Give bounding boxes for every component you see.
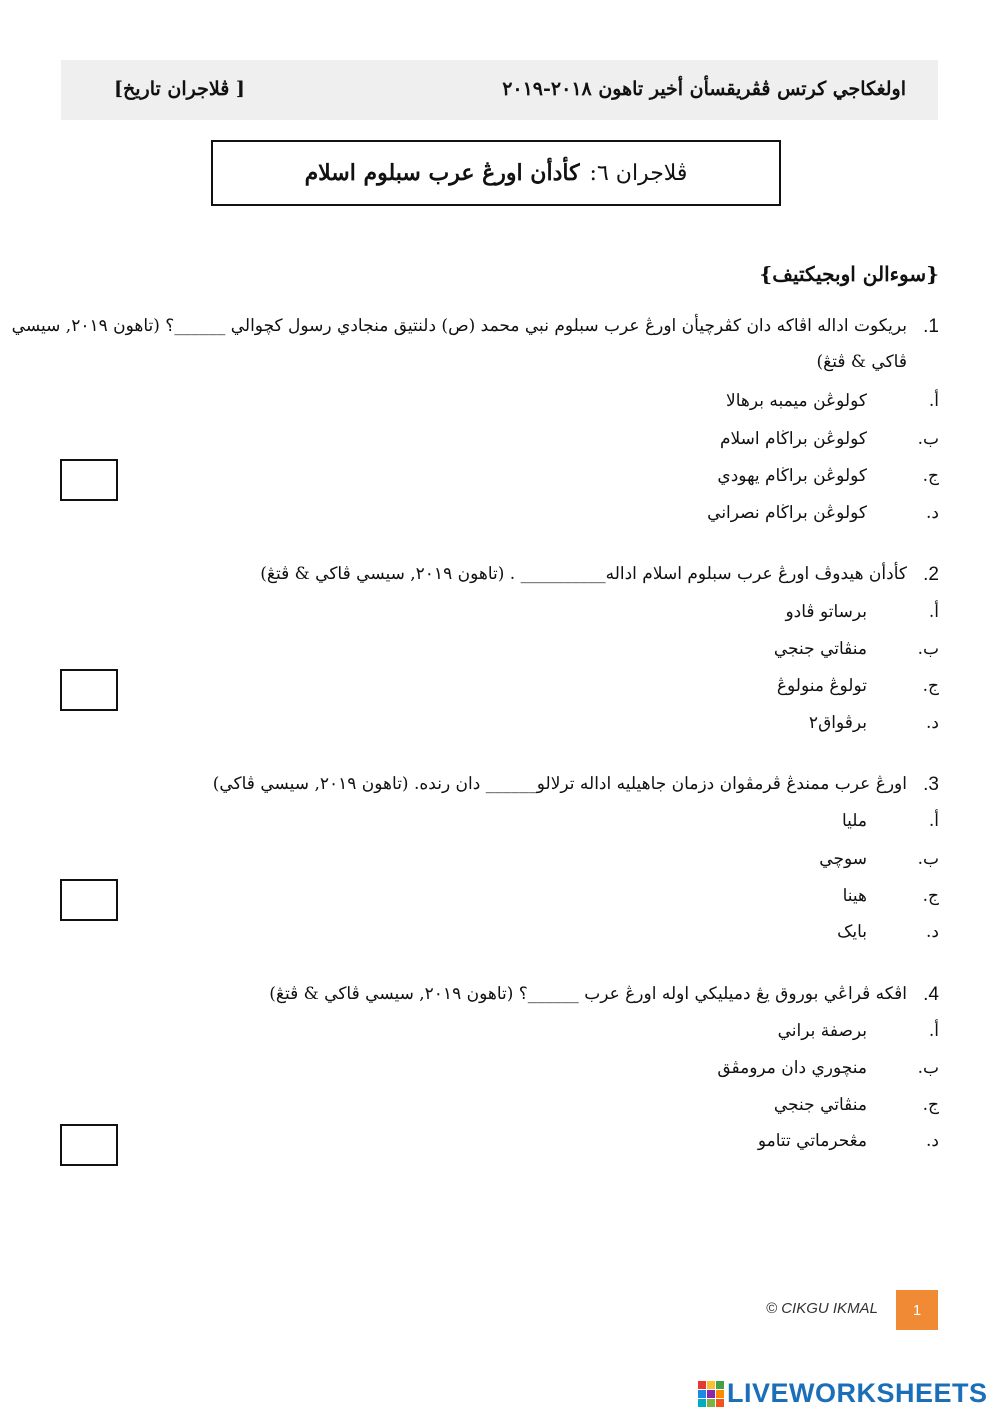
question-number: 4. [923, 984, 939, 1005]
option-text: كولوڠن براڬام اسلام [720, 429, 867, 449]
question-text-continued: ڤاكي & ڤتڠ) [816, 352, 907, 372]
question-text: اورڠ عرب ممندڠ ڤرمڤوان دزمان جاهيليه اداله ترلالو______ دان رنده. (تاهون ٢٠١٩, سيسي ڤاكي) [212, 774, 907, 794]
option-text: كولوڠن ميمبه برهالا [726, 391, 867, 411]
header-band [61, 60, 938, 120]
question-4 [59, 984, 939, 1014]
option-b [720, 429, 939, 449]
option-text: منچوري دان مرومڤق [717, 1058, 867, 1078]
option-a [842, 811, 939, 831]
logo-grid-cell [698, 1390, 706, 1398]
option-letter: د. [926, 1131, 939, 1151]
option-letter: ب. [917, 639, 939, 659]
option-a [785, 602, 939, 622]
option-letter: ب. [917, 849, 939, 869]
option-text: بايک [837, 922, 867, 942]
option-c [774, 1095, 939, 1115]
question-text: اڤكه ڤراڠي بوروق يڠ دميليكي اوله اورڠ عرب ______؟ (تاهون ٢٠١٩, سيسي ڤاكي & ڤتڠ) [269, 984, 907, 1004]
option-text: كولوڠن براڬام نصراني [707, 503, 867, 523]
liveworksheets-logo[interactable] [698, 1378, 988, 1409]
logo-grid-cell [707, 1381, 715, 1389]
question-3 [59, 774, 939, 804]
option-text: هينا [842, 886, 867, 906]
option-a [726, 391, 939, 411]
option-b [819, 849, 939, 869]
option-c [777, 676, 939, 696]
answer-box-3[interactable] [60, 879, 118, 921]
option-text: برڤواق٢ [808, 713, 867, 733]
option-text: مڠحرماتي تتامو [757, 1131, 867, 1151]
question-2 [59, 564, 939, 594]
option-d [837, 922, 939, 942]
option-letter: أ. [928, 391, 939, 411]
copyright-text: © CIKGU IKMAL [766, 1300, 878, 1317]
option-letter: أ. [928, 602, 939, 622]
option-a [778, 1021, 939, 1041]
logo-grid-cell [716, 1381, 724, 1389]
option-letter: ب. [917, 1058, 939, 1078]
header-subject: [ ڤلاجران تاريخ] [114, 78, 245, 100]
option-letter: ج. [922, 466, 939, 486]
logo-grid-cell [698, 1399, 706, 1407]
option-text: منڤاتي جنجي [773, 639, 867, 659]
option-text: سوچي [819, 849, 867, 869]
option-text: مليا [841, 811, 867, 831]
question-number: 3. [923, 774, 939, 795]
option-text: منڤاتي جنجي [773, 1095, 867, 1115]
chapter-title-box [211, 140, 781, 206]
option-letter: أ. [928, 1021, 939, 1041]
option-d [707, 503, 939, 523]
answer-box-2[interactable] [60, 669, 118, 711]
option-d [809, 713, 939, 733]
page-number-badge: 1 [896, 1290, 938, 1330]
question-number: 1. [923, 316, 939, 337]
option-letter: د. [926, 922, 939, 942]
option-c [843, 886, 939, 906]
option-c [717, 466, 939, 486]
question-1 [11, 316, 939, 376]
answer-box-1[interactable] [60, 459, 118, 501]
chapter-title: كأدأن اورڠ عرب سبلوم اسلام [304, 160, 580, 186]
option-letter: ج. [922, 1095, 939, 1115]
option-b [717, 1058, 939, 1078]
option-d [758, 1131, 939, 1151]
logo-grid-cell [698, 1381, 706, 1389]
header-exam-title: اولغكاجي كرتس ڤڤريقسأن أخير تاهون ٢٠١٨-٢٠١٩ [502, 78, 906, 100]
option-letter: أ. [928, 811, 939, 831]
option-letter: ج. [922, 886, 939, 906]
option-letter: ج. [922, 676, 939, 696]
question-number: 2. [923, 564, 939, 585]
logo-text: LIVEWORKSHEETS [727, 1378, 988, 1408]
option-text: برصفة براني [777, 1021, 867, 1041]
option-text: كولوڠن براڬام يهودي [717, 466, 867, 486]
logo-grid-cell [707, 1390, 715, 1398]
answer-box-4[interactable] [60, 1124, 118, 1166]
option-text: تولوڠ منولوڠ [776, 676, 867, 696]
logo-grid-icon [698, 1381, 724, 1407]
option-letter: ب. [917, 429, 939, 449]
question-text: بريكوت اداله اڤاكه دان كڤرچيأن اورڠ عرب سبلوم نبي محمد (ص) دلنتيق منجادي رسول كچوالي ______؟ (تاهون ٢٠١٩, سيسي [11, 316, 907, 336]
section-title: {سوءالن اوبجيكتيف} [759, 262, 939, 286]
logo-grid-cell [716, 1399, 724, 1407]
question-text: كأدأن هيدوڤ اورڠ عرب سبلوم اسلام اداله__________ . (تاهون ٢٠١٩, سيسي ڤاكي & ڤتڠ) [260, 564, 907, 584]
option-letter: د. [926, 713, 939, 733]
chapter-number: ڤلاجران ٦: [589, 160, 688, 186]
option-b [774, 639, 939, 659]
option-letter: د. [926, 503, 939, 523]
logo-grid-cell [707, 1399, 715, 1407]
option-text: برساتو ڤادو [785, 602, 867, 622]
logo-grid-cell [716, 1390, 724, 1398]
